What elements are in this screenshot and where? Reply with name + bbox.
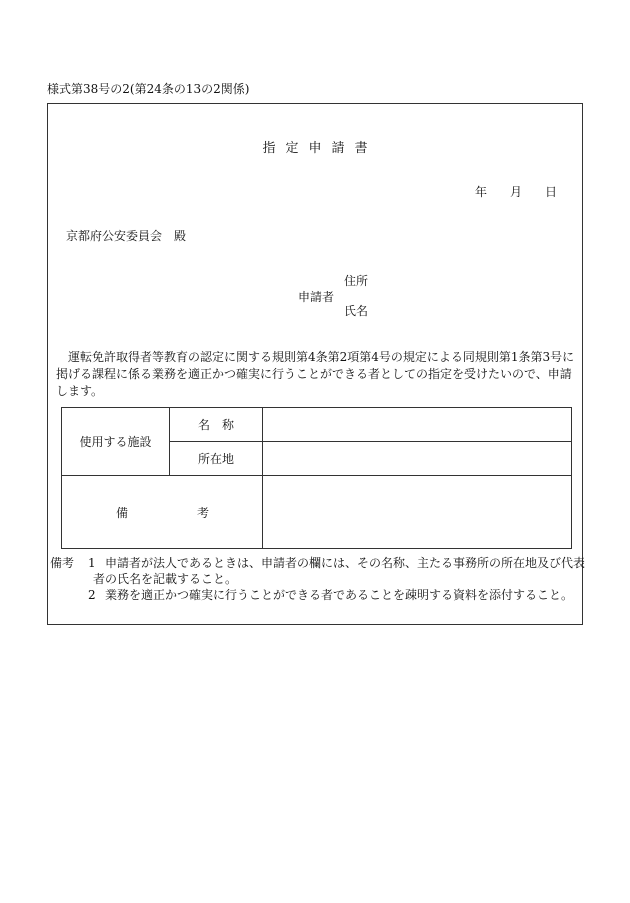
note-text-1-line1: 申請者が法人であるときは、申請者の欄には、その名称、主たる事務所の所在地及び代表 xyxy=(105,556,586,570)
notes-label: 備考 xyxy=(50,556,75,570)
note-number-1: 1 xyxy=(88,556,96,570)
note-item-1-cont xyxy=(50,571,580,587)
note-number-2: 2 xyxy=(88,588,96,602)
facility-name-field[interactable] xyxy=(263,408,572,442)
remarks-field[interactable] xyxy=(263,476,572,549)
facility-group-label: 使用する施設 xyxy=(62,408,170,476)
date-year-label: 年 xyxy=(475,185,488,199)
note-text-1-line2: 者の氏名を記載すること。 xyxy=(93,572,238,586)
applicant-name-label: 氏名 xyxy=(344,304,369,318)
form-frame xyxy=(47,103,586,625)
application-statement: 運転免許取得者等教育の認定に関する規則第4条第2項第4号の規定による同規則第1条第3号に掲げる課程に係る業務を適正かつ確実に行うことができる者としての指定を受けたいので、申請します。 xyxy=(56,350,575,398)
addressee: 京都府公安委員会 殿 xyxy=(66,229,187,243)
note-item-1 xyxy=(50,555,586,571)
facility-table xyxy=(61,407,572,549)
note-text-2: 業務を適正かつ確実に行うことができる者であることを疎明する資料を添付すること。 xyxy=(105,588,574,602)
remarks-label-left: 備 xyxy=(116,505,129,520)
facility-location-field[interactable] xyxy=(263,442,572,476)
remarks-label-right: 考 xyxy=(197,505,210,520)
applicant-label: 申請者 xyxy=(298,290,335,304)
facility-name-label: 名 称 xyxy=(170,408,263,442)
remarks-label-cell xyxy=(62,476,263,549)
form-number: 様式第38号の2(第24条の13の2関係) xyxy=(47,82,250,96)
facility-location-label: 所在地 xyxy=(170,442,263,476)
notes-section xyxy=(50,555,586,603)
date-month-label: 月 xyxy=(510,185,523,199)
date-day-label: 日 xyxy=(545,185,558,199)
form-title: 指定申請書 xyxy=(262,141,378,156)
note-item-2 xyxy=(50,587,580,603)
applicant-address-label: 住所 xyxy=(344,274,369,288)
